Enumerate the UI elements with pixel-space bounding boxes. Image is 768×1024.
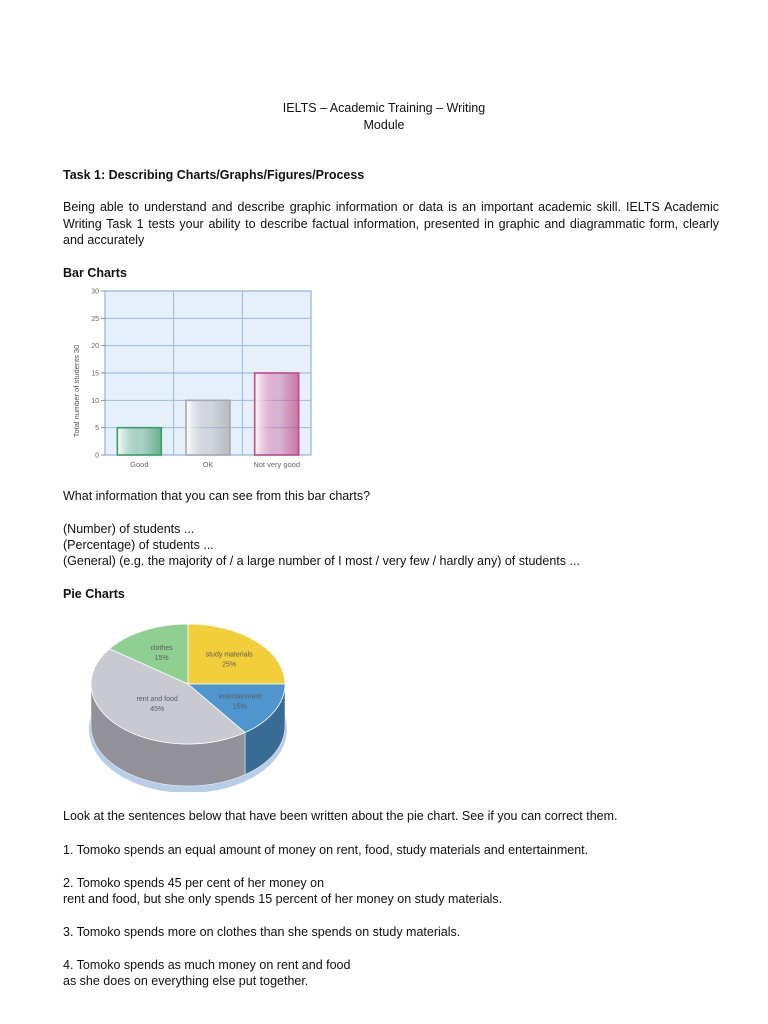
- pie-sentence-4b: as she does on everything else put together.: [63, 974, 309, 988]
- pie-slice-label: rent and food: [136, 696, 178, 704]
- pie-chart: [63, 612, 333, 792]
- title-line-2: Module: [363, 118, 405, 132]
- bar-bullet-2: (Percentage) of students ...: [63, 538, 214, 552]
- pie-slice-value: 15%: [232, 703, 247, 711]
- bar-not-very-good: [255, 373, 299, 455]
- bar-ok: [186, 400, 230, 455]
- bar-y-tick-label: 30: [91, 288, 99, 296]
- bar-y-tick-label: 20: [91, 343, 99, 351]
- pie-plot-area: [89, 624, 287, 792]
- pie-slice-label: study materials: [205, 651, 253, 659]
- pie-sentence-3: 3. Tomoko spends more on clothes than she spends on study materials.: [63, 925, 461, 939]
- bar-y-tick-label: 5: [95, 425, 99, 433]
- pie-slice-value: 25%: [222, 661, 237, 669]
- pie-sentence-4a: 4. Tomoko spends as much money on rent and food: [63, 958, 351, 972]
- pie-instruction: Look at the sentences below that have been written about the pie chart. See if you can correct them.: [63, 809, 618, 823]
- bar-question: What information that you can see from this bar charts?: [63, 489, 371, 503]
- pie-charts-heading: Pie Charts: [63, 587, 125, 601]
- bar-chart: [63, 282, 323, 472]
- pie-slice-label: entertainment: [218, 693, 262, 701]
- bar-y-axis-label: Total number of students 30: [72, 344, 81, 438]
- bar-y-tick-label: 15: [91, 370, 99, 378]
- pie-slice-value: 15%: [154, 654, 169, 662]
- bar-y-tick-label: 0: [95, 452, 99, 460]
- bar-x-tick-label: OK: [202, 460, 214, 469]
- pie-sentence-1: 1. Tomoko spends an equal amount of money on rent, food, study materials and entertainment.: [63, 843, 589, 857]
- bar-bullet-1: (Number) of students ...: [63, 522, 195, 536]
- bar-plot-area: [91, 289, 311, 470]
- bar-x-tick-label: Good: [130, 460, 149, 469]
- document-title: [0, 100, 768, 134]
- pie-sentence-2b: rent and food, but she only spends 15 percent of her money on study materials.: [63, 892, 503, 906]
- bar-good: [117, 428, 161, 455]
- pie-slice-label: clothes: [150, 644, 173, 652]
- bar-x-tick-label: Not very good: [253, 460, 301, 469]
- bar-bullet-3: (General) (e.g. the majority of / a large number of I most / very few / hardly any) of students ...: [63, 554, 580, 568]
- task-heading: Task 1: Describing Charts/Graphs/Figures/Process: [63, 168, 365, 182]
- bar-charts-heading: Bar Charts: [63, 266, 127, 280]
- bar-y-tick-label: 25: [91, 315, 99, 323]
- pie-slice-value: 45%: [150, 706, 165, 714]
- title-line-1: IELTS – Academic Training – Writing: [282, 101, 486, 115]
- bar-y-tick-label: 10: [91, 397, 99, 405]
- pie-sentence-2a: 2. Tomoko spends 45 per cent of her money on: [63, 876, 325, 890]
- intro-paragraph: Being able to understand and describe graphic information or data is an important academic skill. IELTS Academic Writing Task 1 tests your ability to describe factual information, presented in graphic and diagrammatic form, clearly and accurately: [63, 200, 719, 247]
